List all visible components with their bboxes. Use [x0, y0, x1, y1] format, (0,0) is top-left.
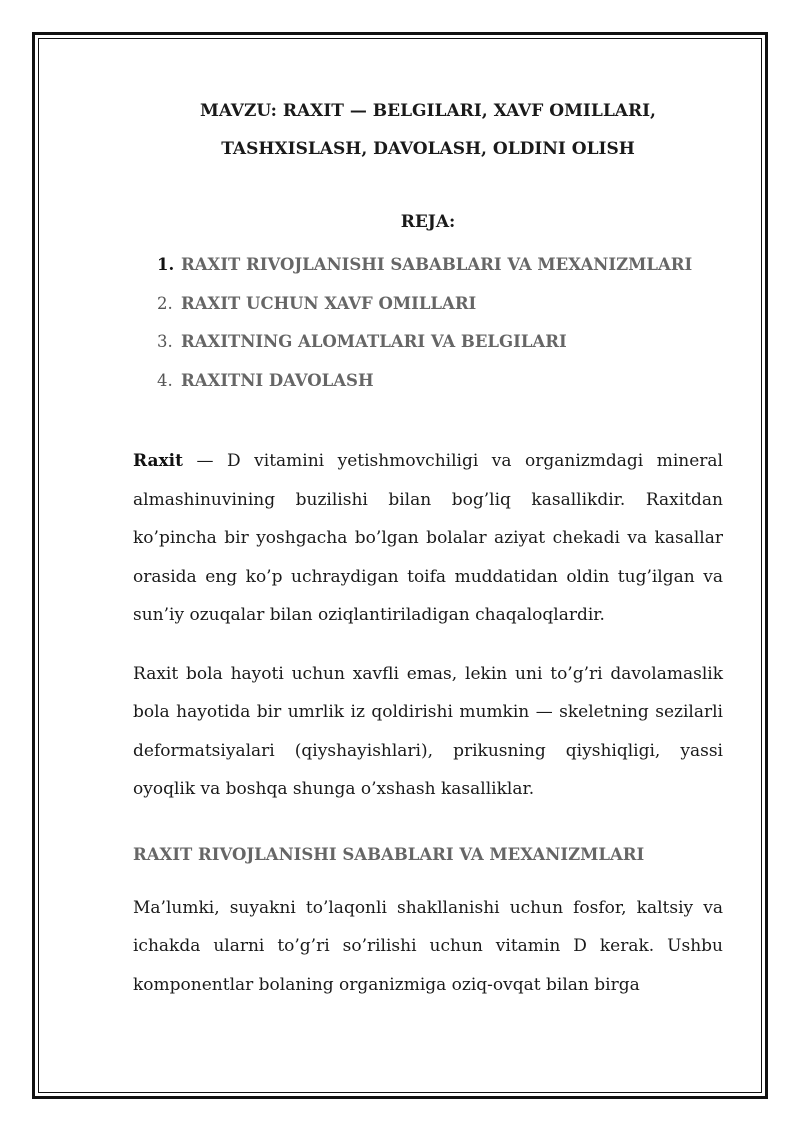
paragraph-definition-text: — D vitamini yetishmovchiligi va organizmdagi mineral almashinuvining buzilishi bilan bog’liq kasallikdir. Raxitdan ko’pincha bir yoshgacha bo’lgan bolalar aziyat chekadi va kasallar orasida eng ko’p uchraydigan toifa muddatidan oldin tug’ilgan va sun’iy ozuqalar bilan oziqlantiriladigan chaqaloqlardir.: [133, 451, 723, 625]
plan-item-number: 2.: [157, 293, 173, 313]
plan-item-text: RAXITNING ALOMATLARI VA BELGILARI: [181, 332, 567, 351]
plan-item-number: 4.: [157, 370, 173, 390]
plan-heading: REJA:: [400, 212, 456, 232]
plan-list: [157, 246, 723, 400]
plan-item-3: [157, 323, 723, 362]
plan-item-number: 3.: [157, 332, 173, 351]
paragraph-definition: [133, 442, 723, 635]
paragraph-causes: Ma’lumki, suyakni to’laqonli shakllanishi uchun fosfor, kaltsiy va ichakda ularni to’g’ri so’rilishi uchun vitamin D kerak. Ushbu komponentlar bolaning organizmiga oziq-ovqat bilan birga: [133, 897, 723, 995]
plan-item-text: RAXIT UCHUN XAVF OMILLARI: [181, 293, 477, 313]
plan-item-number: 1.: [157, 255, 175, 274]
plan-item-2: [157, 285, 723, 324]
plan-item-1: [157, 246, 723, 285]
plan-item-text: RAXITNI DAVOLASH: [181, 370, 374, 390]
document-title-line-2: TASHXISLASH, DAVOLASH, OLDINI OLISH: [221, 139, 635, 159]
document-body: [133, 92, 723, 1004]
term-raxit: Raxit: [133, 451, 183, 471]
document-title-line-1: MAVZU: RAXIT — BELGILARI, XAVF OMILLARI,: [200, 101, 656, 121]
section-heading: RAXIT RIVOJLANISHI SABABLARI VA MEXANIZMLARI: [133, 844, 645, 864]
plan-item-4: [157, 362, 723, 401]
plan-item-text: RAXIT RIVOJLANISHI SABABLARI VA MEXANIZMLARI: [181, 255, 693, 274]
paragraph-consequences: Raxit bola hayoti uchun xavfli emas, lekin uni to’g’ri davolamaslik bola hayotida bir umrlik iz qoldirishi mumkin — skeletning sezilarli deformatsiyalari (qiyshayishlari), prikusning qiyshiqligi, yassi oyoqlik va boshqa shunga o’xshash kasalliklar.: [133, 663, 723, 799]
